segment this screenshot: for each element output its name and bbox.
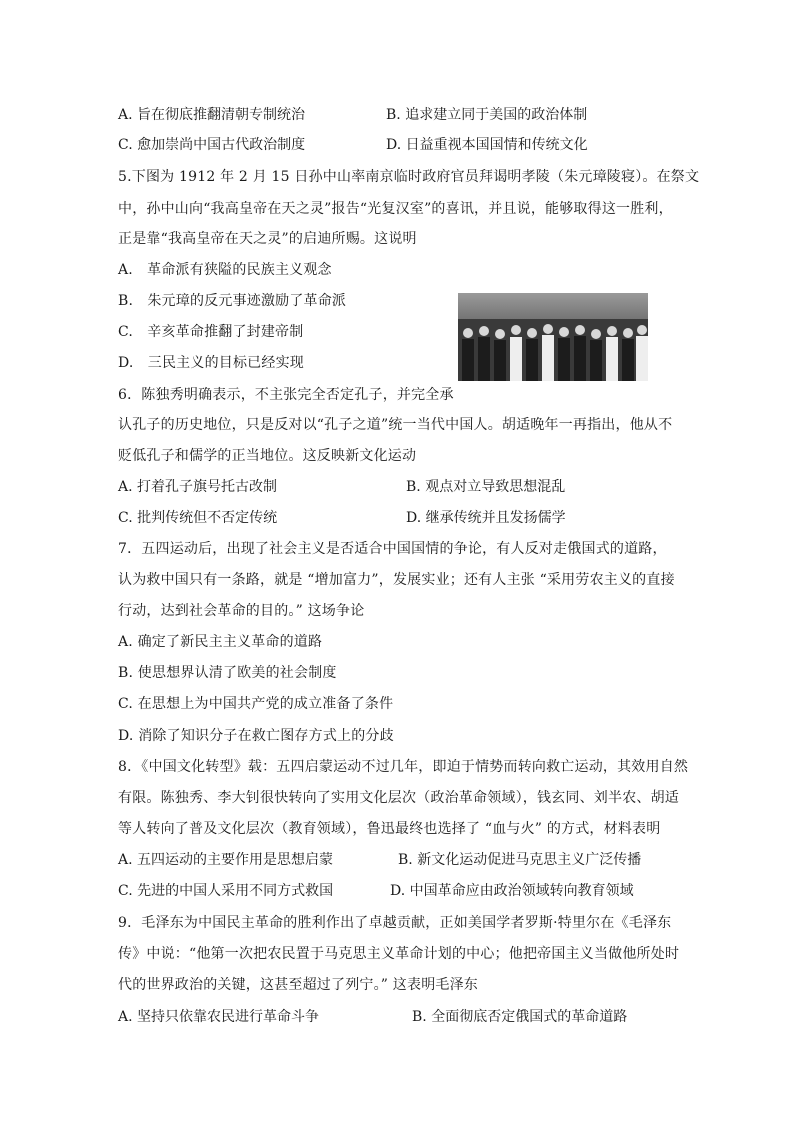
q4-option-a: A. 旨在彻底推翻清朝专制统治 (118, 107, 306, 123)
q4-option-d: D. 日益重视本国国情和传统文化 (386, 137, 588, 153)
q5-option-d: D. 三民主义的目标已经实现 (118, 355, 304, 371)
q7-stem-line-1: 7．五四运动后，出现了社会主义是否适合中国国情的争论，有人反对走俄国式的道路， (118, 541, 667, 557)
q6-option-b: B. 观点对立导致思想混乱 (406, 479, 566, 495)
q8-option-c: C. 先进的中国人采用不同方式救国 (118, 883, 334, 899)
q7-option-b: B. 使思想界认清了欧美的社会制度 (118, 665, 337, 681)
q8-option-a: A. 五四运动的主要作用是思想启蒙 (118, 852, 334, 868)
q5-option-c: C. 辛亥革命推翻了封建帝制 (118, 324, 304, 340)
q9-option-a: A. 坚持只依靠农民进行革命斗争 (118, 1009, 320, 1025)
q6-option-c: C. 批判传统但不否定传统 (118, 510, 278, 526)
q4-option-b: B. 追求建立同于美国的政治体制 (386, 107, 588, 123)
q5-stem-line-1: 5.下图为 1912 年 2 月 15 日孙中山率南京临时政府官员拜谒明孝陵（朱元璋陵寝）。在祭文 (118, 169, 700, 185)
q6-stem-line-3: 贬低孔子和儒学的正当地位。这反映新文化运动 (118, 448, 417, 464)
q9-stem-line-3: 代的世界政治的关键，这甚至超过了列宁。” 这表明毛泽东 (118, 977, 479, 993)
q9-stem-line-1: 9．毛泽东为中国民主革命的胜利作出了卓越贡献，正如美国学者罗斯·特里尔在《毛泽东 (118, 915, 672, 931)
q6-option-d: D. 继承传统并且发扬儒学 (406, 510, 566, 526)
q4-option-c: C. 愈加崇尚中国古代政治制度 (118, 137, 306, 153)
q6-option-a: A. 打着孔子旗号托古改制 (118, 479, 278, 495)
q7-option-a: A. 确定了新民主主义革命的道路 (118, 634, 323, 650)
q8-stem-line-1: 8．《中国文化转型》载：五四启蒙运动不过几年，即迫于情势而转向救亡运动，其效用自然 (118, 759, 689, 775)
q7-stem-line-2: 认为救中国只有一条路，就是 “增加富力”，发展实业；还有人主张 “采用劳农主义的直接 (118, 572, 675, 588)
q8-option-b: B. 新文化运动促进马克思主义广泛传播 (398, 852, 642, 868)
q9-option-b: B. 全面彻底否定俄国式的革命道路 (412, 1009, 628, 1025)
q5-stem-line-3: 正是靠“我高皇帝在天之灵”的启迪所赐。这说明 (118, 231, 417, 247)
q7-option-d: D. 消除了知识分子在救亡图存方式上的分歧 (118, 728, 394, 744)
q5-stem-line-2: 中，孙中山向“我高皇帝在天之灵”报告“光复汉室”的喜讯，并且说，能够取得这一胜利， (118, 201, 673, 217)
q6-stem-line-2: 认孔子的历史地位，只是反对以“孔子之道”统一当代中国人。胡适晚年一再指出，他从不 (118, 417, 673, 433)
q5-option-a: A. 革命派有狭隘的民族主义观念 (118, 262, 332, 278)
q5-option-b: B. 朱元璋的反元事迹激励了革命派 (118, 293, 347, 309)
q7-stem-line-3: 行动，达到社会革命的目的。” 这场争论 (118, 603, 365, 619)
q6-stem-line-1: 6．陈独秀明确表示，不主张完全否定孔子，并完全承 (118, 387, 454, 403)
q8-stem-line-3: 等人转向了普及文化层次（教育领域），鲁迅最终也选择了 “血与火” 的方式，材料表明 (118, 821, 661, 837)
q7-option-c: C. 在思想上为中国共产党的成立准备了条件 (118, 696, 394, 712)
q8-option-d: D. 中国革命应由政治领域转向教育领域 (390, 883, 634, 899)
q8-stem-line-2: 有限。陈独秀、李大钊很快转向了实用文化层次（政治革命领域），钱玄同、刘半农、胡适 (118, 790, 679, 806)
q9-stem-line-2: 传》中说：“他第一次把农民置于马克思主义革命计划的中心；他把帝国主义当做他所处时 (118, 946, 680, 962)
historical-group-photo (458, 293, 648, 381)
